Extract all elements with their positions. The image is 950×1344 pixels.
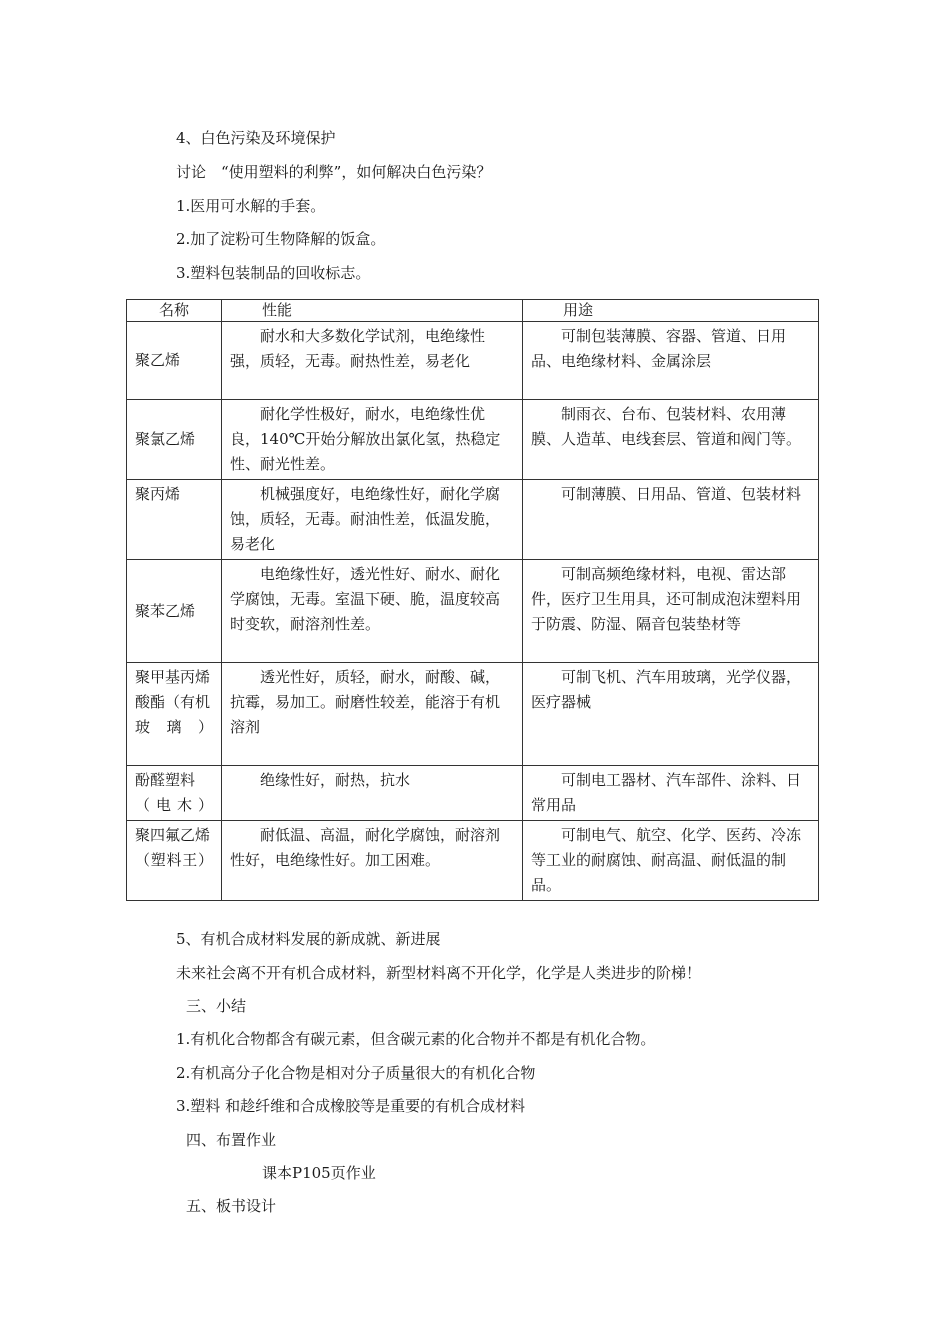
heading-summary: 三、小结 [186, 997, 247, 1015]
cell-property: 透光性好，质轻，耐水，耐酸、碱，抗霉，易加工。耐磨性较差，能溶于有机溶剂 [222, 663, 523, 766]
cell-name: 聚丙烯 [127, 480, 222, 560]
cell-use: 可制包装薄膜、容器、管道、日用品、电绝缘材料、金属涂层 [523, 322, 819, 400]
plastics-table [126, 299, 819, 901]
list-item: 3.塑料 和趁纤维和合成橡胶等是重要的有机合成材料 [176, 1097, 526, 1115]
cell-use: 可制薄膜、日用品、管道、包装材料 [523, 480, 819, 560]
table-row [127, 663, 819, 766]
header-name: 名称 [127, 300, 222, 322]
list-item: 1.医用可水解的手套。 [176, 197, 326, 215]
cell-property: 绝缘性好，耐热，抗水 [222, 766, 523, 821]
table-row [127, 560, 819, 663]
cell-use: 制雨衣、台布、包装材料、农用薄膜、人造革、电线套层、管道和阀门等。 [523, 400, 819, 480]
cell-property: 机械强度好，电绝缘性好，耐化学腐蚀，质轻，无毒。耐油性差，低温发脆，易老化 [222, 480, 523, 560]
table-row [127, 480, 819, 560]
heading-homework: 四、布置作业 [186, 1131, 277, 1149]
list-item: 1.有机化合物都含有碳元素，但含碳元素的化合物并不都是有机化合物。 [176, 1030, 656, 1048]
cell-property: 耐化学性极好，耐水，电绝缘性优良，140℃开始分解放出氯化氢，热稳定性、耐光性差。 [222, 400, 523, 480]
list-item: 2.加了淀粉可生物降解的饭盒。 [176, 230, 386, 248]
cell-name: 聚四氟乙烯（塑料王） [127, 821, 222, 901]
discussion-line: 讨论 “使用塑料的利弊”，如何解决白色污染？ [176, 163, 492, 181]
table-row [127, 400, 819, 480]
homework-text: 课本P105页作业 [262, 1164, 376, 1182]
header-property: 性能 [222, 300, 523, 322]
cell-property: 电绝缘性好，透光性好、耐水、耐化学腐蚀，无毒。室温下硬、脆，温度较高时变软，耐溶剂性差。 [222, 560, 523, 663]
cell-name: 聚氯乙烯 [127, 400, 222, 480]
cell-use: 可制高频绝缘材料，电视、雷达部件，医疗卫生用具，还可制成泡沫塑料用于防震、防湿、隔音包装垫材等 [523, 560, 819, 663]
cell-name: 酚醛塑料（电木） [127, 766, 222, 821]
cell-use: 可制电工器材、汽车部件、涂料、日常用品 [523, 766, 819, 821]
cell-property: 耐低温、高温，耐化学腐蚀，耐溶剂性好，电绝缘性好。加工困难。 [222, 821, 523, 901]
cell-name: 聚乙烯 [127, 322, 222, 400]
cell-name: 聚甲基丙烯酸酯（有机玻璃） [127, 663, 222, 766]
table-row [127, 766, 819, 821]
cell-property: 耐水和大多数化学试剂，电绝缘性强，质轻，无毒。耐热性差，易老化 [222, 322, 523, 400]
cell-use: 可制飞机、汽车用玻璃，光学仪器，医疗器械 [523, 663, 819, 766]
list-item: 3.塑料包装制品的回收标志。 [176, 264, 371, 282]
cell-name: 聚苯乙烯 [127, 560, 222, 663]
table-row [127, 322, 819, 400]
heading-new-achievements: 5、有机合成材料发展的新成就、新进展 [176, 930, 441, 948]
header-use: 用途 [523, 300, 819, 322]
cell-use: 可制电气、航空、化学、医药、冷冻等工业的耐腐蚀、耐高温、耐低温的制品。 [523, 821, 819, 901]
heading-white-pollution: 4、白色污染及环境保护 [176, 129, 336, 147]
table-header-row [127, 300, 819, 322]
table-row [127, 821, 819, 901]
heading-board-design: 五、板书设计 [186, 1197, 277, 1215]
list-item: 2.有机高分子化合物是相对分子质量很大的有机化合物 [176, 1064, 536, 1082]
future-statement: 未来社会离不开有机合成材料，新型材料离不开化学，化学是人类进步的阶梯！ [176, 964, 702, 982]
